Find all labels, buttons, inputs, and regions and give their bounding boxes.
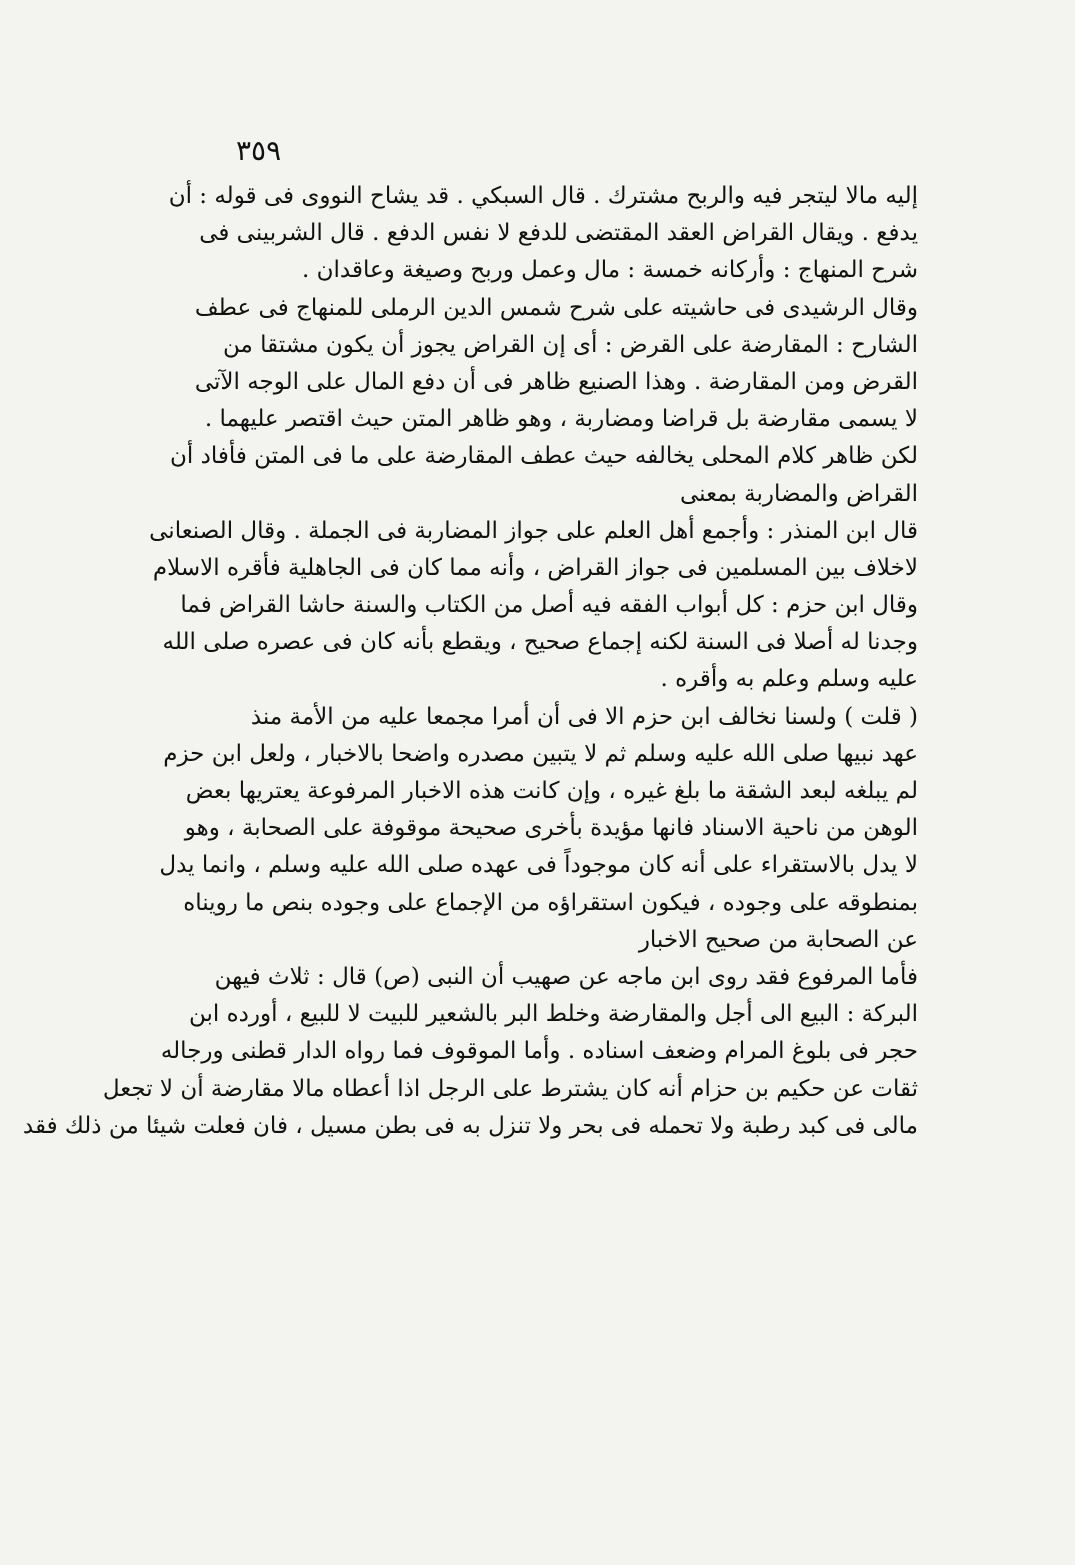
text-line: ثقات عن حكيم بن حزام أنه كان يشترط على الرجل اذا أعطاه مالا مقارضة أن لا تجعل — [102, 1075, 918, 1102]
text-line: وقال الرشيدى فى حاشيته على شرح شمس الدين الرملى للمنهاج فى عطف — [194, 294, 918, 321]
text-line: ( قلت ) ولسنا نخالف ابن حزم الا فى أن أمرا مجمعا عليه من الأمة منذ — [250, 703, 918, 730]
text-line: وقال ابن حزم : كل أبواب الفقه فيه أصل من الكتاب والسنة حاشا القراض فما — [180, 592, 918, 619]
text-line: مالى فى كبد رطبة ولا تحمله فى بحر ولا تنزل به فى بطن مسيل ، فان فعلت شيئا من ذلك فقد — [22, 1112, 918, 1139]
text-line: لم يبلغه لبعد الشقة ما بلغ غيره ، وإن كانت هذه الاخبار المرفوعة يعتريها بعض — [185, 778, 918, 804]
text-line: لا يسمى مقارضة بل قراضا ومضاربة ، وهو ظاهر المتن حيث اقتصر عليهما . — [204, 406, 918, 433]
text-line: فأما المرفوع فقد روى ابن ماجه عن صهيب أن النبى (ص) قال : ثلاث فيهن — [214, 963, 918, 990]
text-line: لاخلاف بين المسلمين فى جواز القراض ، وأنه مما كان فى الجاهلية فأقره الاسلام — [152, 554, 918, 581]
text-line: شرح المنهاج : وأركانه خمسة : مال وعمل وربح وصيغة وعاقدان . — [301, 257, 918, 284]
text-line: لكن ظاهر كلام المحلى يخالفه حيث عطف المقارضة على ما فى المتن فأفاد أن — [170, 443, 918, 470]
text-line: قال ابن المنذر : وأجمع أهل العلم على جواز المضاربة فى الجملة . وقال الصنعانى — [149, 517, 918, 544]
text-line: بمنطوقه على وجوده ، فيكون استقراؤه من الإجماع على وجوده بنص ما رويناه — [183, 889, 918, 916]
page-number: ٣٥٩ — [236, 134, 282, 167]
body-text — [22, 178, 918, 1145]
text-line: البركة : البيع الى أجل والمقارضة وخلط البر بالشعير للبيت لا للبيع ، أورده ابن — [189, 1001, 918, 1028]
text-line: لا يدل بالاستقراء على أنه كان موجوداً فى عهده صلى الله عليه وسلم ، وانما يدل — [159, 852, 918, 879]
text-line: إليه مالا ليتجر فيه والربح مشترك . قال السبكي . قد يشاح النووى فى قوله : أن — [168, 183, 918, 209]
text-line: عليه وسلم وعلم به وأقره . — [660, 666, 918, 693]
text-line: وجدنا له أصلا فى السنة لكنه إجماع صحيح ، ويقطع بأنه كان فى عصره صلى الله — [162, 629, 918, 656]
text-line: عهد نبيها صلى الله عليه وسلم ثم لا يتبين مصدره واضحا بالاخبار ، ولعل ابن حزم — [163, 740, 918, 767]
text-line: يدفع . ويقال القراض العقد المقتضى للدفع لا نفس الدفع . قال الشربينى فى — [199, 220, 918, 247]
text-line: القرض ومن المقارضة . وهذا الصنيع ظاهر فى أن دفع المال على الوجه الآتى — [194, 368, 918, 395]
text-line: الوهن من ناحية الاسناد فانها مؤيدة بأخرى صحيحة موقوفة على الصحابة ، وهو — [184, 815, 918, 842]
text-line: حجر فى بلوغ المرام وضعف اسناده . وأما الموقوف فما رواه الدار قطنى ورجاله — [160, 1038, 918, 1065]
text-line: القراض والمضاربة بمعنى — [679, 480, 918, 507]
text-line: عن الصحابة من صحيح الاخبار — [638, 926, 918, 953]
text-line: الشارح : المقارضة على القرض : أى إن القراض يجوز أن يكون مشتقا من — [223, 331, 918, 358]
